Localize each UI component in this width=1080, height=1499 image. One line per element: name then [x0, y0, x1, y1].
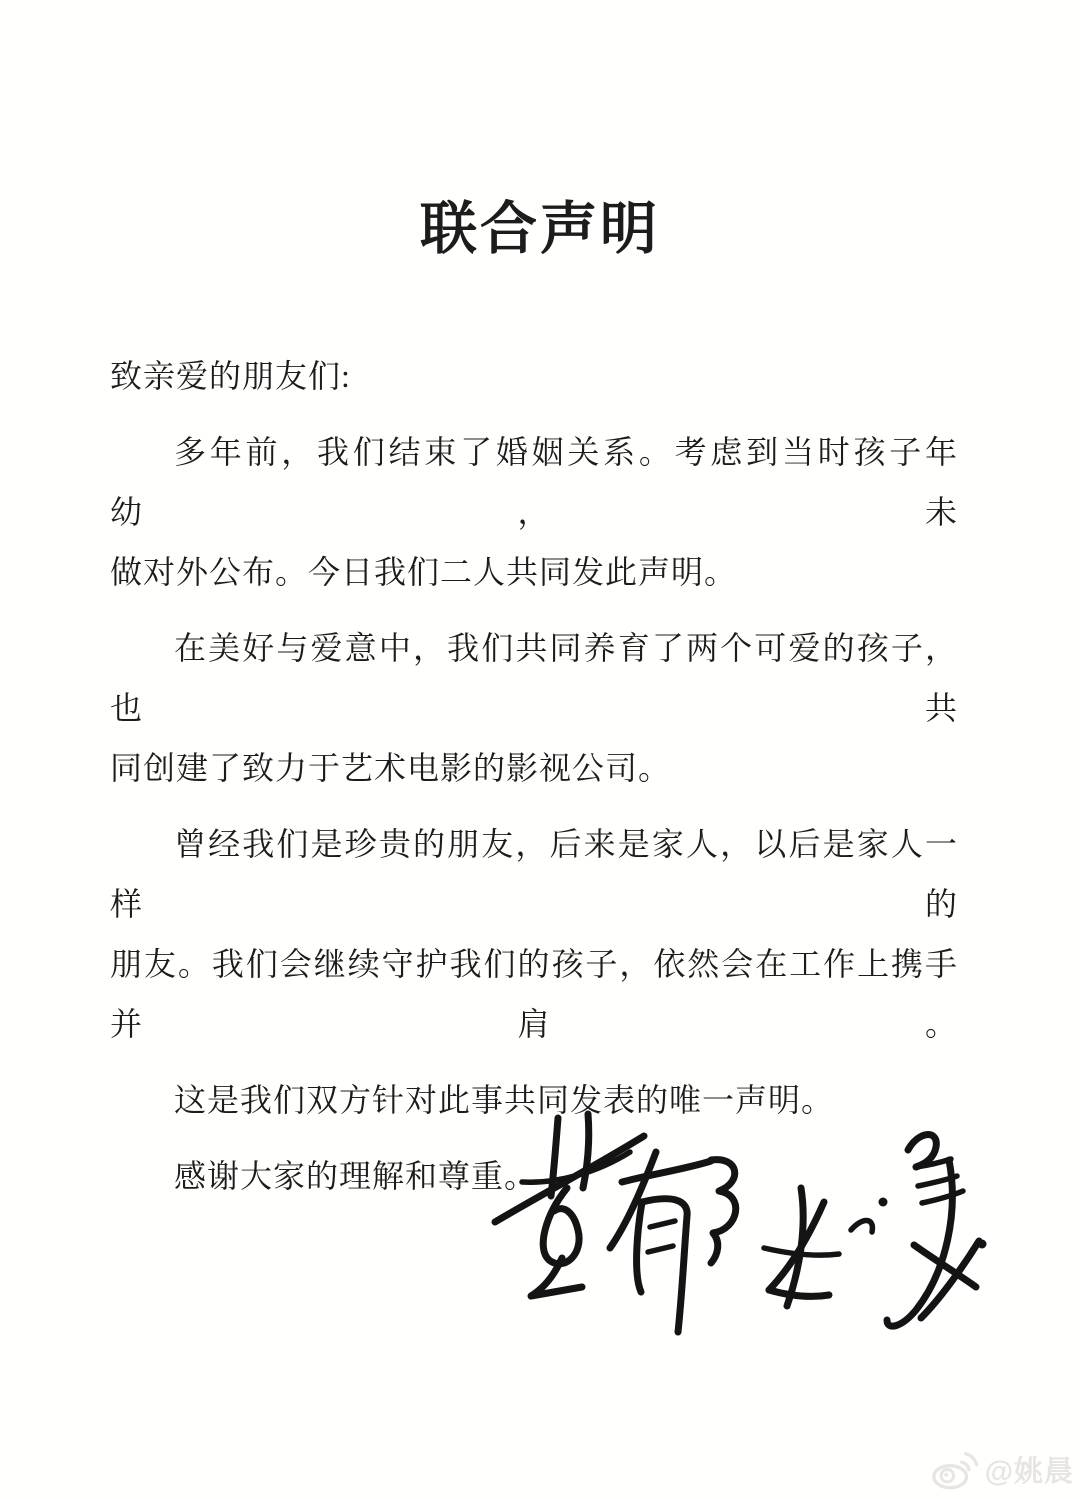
- watermark: [930, 1447, 1074, 1491]
- document-body: [110, 346, 958, 1206]
- document-title: 联合声明: [420, 198, 660, 261]
- paragraph-line: 在美好与爱意中，我们共同养育了两个可爱的孩子，也共: [110, 630, 958, 726]
- watermark-text: @姚晨: [984, 1455, 1074, 1488]
- paragraph: [110, 814, 958, 1054]
- salutation: 致亲爱的朋友们:: [110, 358, 351, 394]
- paragraph-line: 多年前，我们结束了婚姻关系。考虑到当时孩子年幼，未: [110, 434, 958, 530]
- paragraph-line: 做对外公布。今日我们二人共同发此声明。: [110, 554, 738, 590]
- handwritten-signatures: [470, 1090, 1010, 1340]
- paragraph-line: 同创建了致力于艺术电影的影视公司。: [110, 750, 672, 786]
- signature-block: [470, 1090, 1010, 1340]
- signature-yao-chen: [764, 1135, 987, 1327]
- paragraph-line: 曾经我们是珍贵的朋友，后来是家人，以后是家人一样的: [110, 826, 958, 922]
- paragraph-line: 感谢大家的理解和尊重。: [174, 1158, 538, 1194]
- paragraph: [110, 422, 958, 602]
- paragraph-line: 这是我们双方针对此事共同发表的唯一声明。: [174, 1082, 835, 1118]
- paragraph: [110, 618, 958, 798]
- paragraph-line: 朋友。我们会继续守护我们的孩子，依然会在工作上携手并肩。: [110, 946, 958, 1042]
- weibo-icon: [930, 1447, 980, 1491]
- signature-cao-yu: [495, 1114, 736, 1332]
